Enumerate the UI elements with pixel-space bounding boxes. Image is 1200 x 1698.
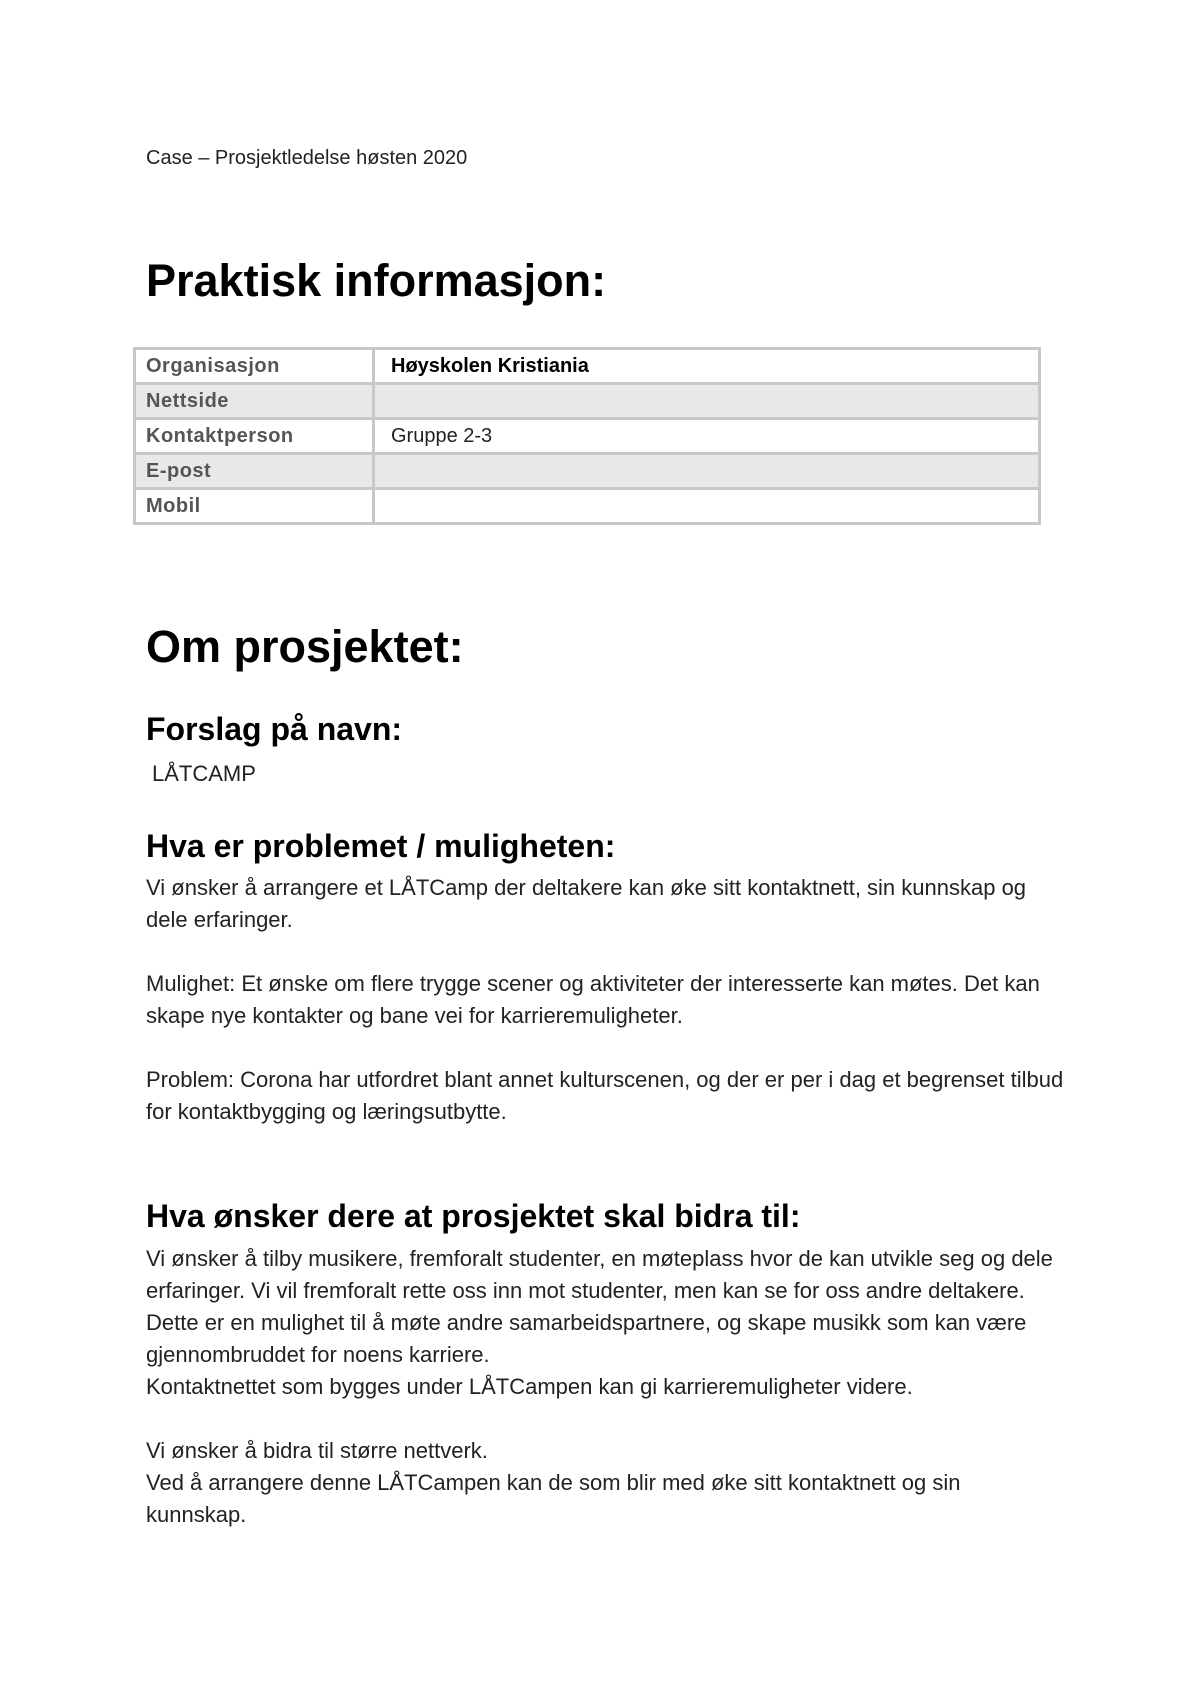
email-label: E-post <box>135 454 374 489</box>
name-suggestion-value: LÅTCAMP <box>152 761 256 786</box>
problem-section <box>146 872 1066 1128</box>
contribution-paragraph: Vi ønsker å bidra til større nettverk. <box>146 1438 488 1463</box>
contribution-paragraph: Kontaktnettet som bygges under LÅTCampen kan gi karrieremuligheter videre. <box>146 1374 913 1399</box>
organisation-label: Organisasjon <box>135 349 374 384</box>
organisation-value: Høyskolen Kristiania <box>374 349 1040 384</box>
table-row <box>135 419 1040 454</box>
practical-info-heading: Praktisk informasjon: <box>146 255 607 306</box>
name-suggestion-heading: Forslag på navn: <box>146 711 403 747</box>
contribution-heading: Hva ønsker dere at prosjektet skal bidra til: <box>146 1198 801 1234</box>
contact-person-value: Gruppe 2-3 <box>374 419 1040 454</box>
table-row <box>135 349 1040 384</box>
problem-paragraph: Mulighet: Et ønske om flere trygge scener og aktiviteter der interesserte kan møtes. Det kan skape nye kontakter og bane vei for karrieremuligheter. <box>146 971 1040 1028</box>
table-row <box>135 489 1040 524</box>
practical-info-table <box>133 347 1041 525</box>
mobile-label: Mobil <box>135 489 374 524</box>
contribution-section <box>146 1243 1066 1531</box>
problem-paragraph: Vi ønsker å arrangere et LÅTCamp der deltakere kan øke sitt kontaktnett, sin kunnskap og dele erfaringer. <box>146 875 1027 932</box>
website-label: Nettside <box>135 384 374 419</box>
document-header-line: Case – Prosjektledelse høsten 2020 <box>146 147 468 169</box>
table-row <box>135 454 1040 489</box>
table-row <box>135 384 1040 419</box>
problem-paragraph: Problem: Corona har utfordret blant annet kulturscenen, og der er per i dag et begrenset tilbud for kontaktbygging og læringsutbytte. <box>146 1067 1064 1124</box>
contribution-paragraph: Vi ønsker å tilby musikere, fremforalt studenter, en møteplass hvor de kan utvikle seg og dele erfaringer. Vi vil fremforalt rette oss inn mot studenter, men kan se for oss andre deltakere. Dette er en mulighet til å møte andre samarbeidspartnere, og skape musikk som kan være gjennombruddet for noens karriere. <box>146 1246 1053 1367</box>
email-value <box>374 454 1040 489</box>
mobile-value <box>374 489 1040 524</box>
problem-heading: Hva er problemet / muligheten: <box>146 828 616 864</box>
website-value <box>374 384 1040 419</box>
contribution-paragraph: Ved å arrangere denne LÅTCampen kan de som blir med øke sitt kontaktnett og sin kunnskap. <box>146 1470 961 1527</box>
project-heading: Om prosjektet: <box>146 621 464 672</box>
contact-person-label: Kontaktperson <box>135 419 374 454</box>
